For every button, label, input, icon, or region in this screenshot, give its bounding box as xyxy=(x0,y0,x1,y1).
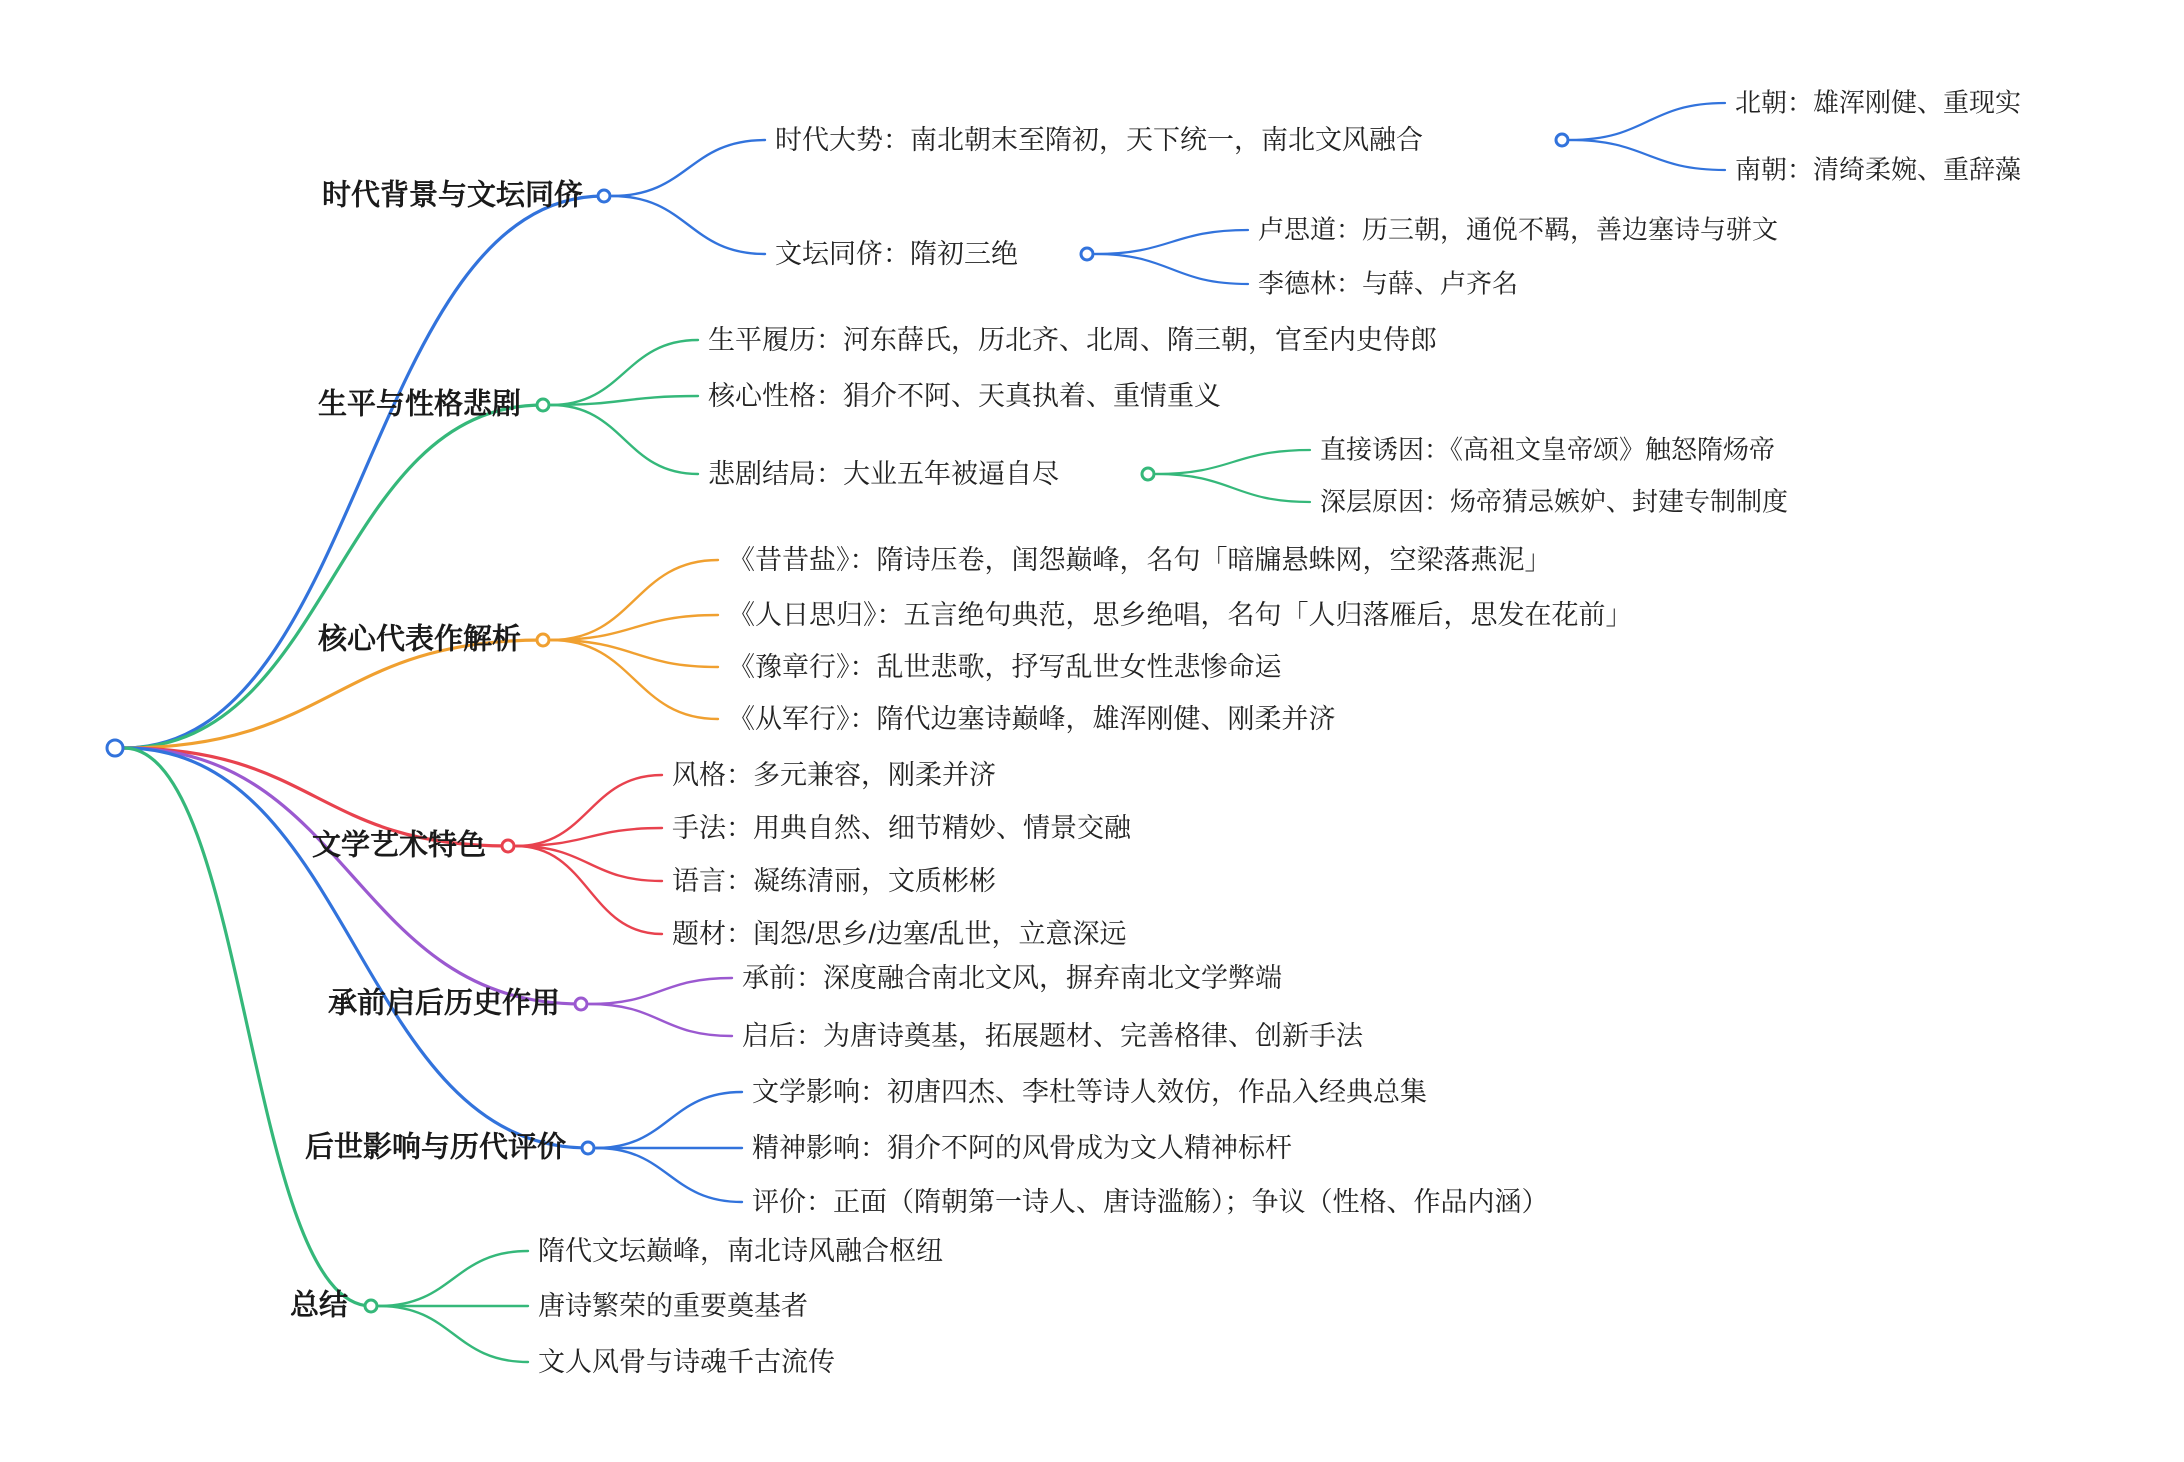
branch-label-7[interactable]: 总结 xyxy=(289,1289,348,1322)
child-dot-1-1[interactable] xyxy=(1555,133,1570,148)
branch-dot-5[interactable] xyxy=(574,997,589,1012)
branch-2-child-1[interactable]: 生平履历：河东薛氏，历北齐、北周、隋三朝，官至内史侍郎 xyxy=(708,324,1437,355)
branch-3-child-2[interactable]: 《人日思归》：五言绝句典范，思乡绝唱，名句「人归落雁后，思发在花前」 xyxy=(728,599,1633,630)
branch-2-child-3-leaf-1[interactable]: 直接诱因：《高祖文皇帝颂》触怒隋炀帝 xyxy=(1320,434,1776,465)
child-dot-2-3[interactable] xyxy=(1141,467,1156,482)
branch-dot-7[interactable] xyxy=(364,1299,379,1314)
branch-dot-6[interactable] xyxy=(581,1141,596,1156)
branch-label-3[interactable]: 核心代表作解析 xyxy=(317,623,521,656)
branch-6-child-1[interactable]: 文学影响：初唐四杰、李杜等诗人效仿，作品入经典总集 xyxy=(752,1076,1427,1107)
branch-5-child-1[interactable]: 承前：深度融合南北文风，摒弃南北文学弊端 xyxy=(742,962,1282,993)
branch-7-child-3[interactable]: 文人风骨与诗魂千古流传 xyxy=(538,1346,835,1377)
branch-4-child-1[interactable]: 风格：多元兼容，刚柔并济 xyxy=(672,759,996,790)
branch-dot-1[interactable] xyxy=(597,189,612,204)
branch-dot-4[interactable] xyxy=(501,839,516,854)
branch-3-child-4[interactable]: 《从军行》：隋代边塞诗巅峰，雄浑刚健、刚柔并济 xyxy=(728,703,1336,734)
branch-dot-2[interactable] xyxy=(536,398,551,413)
branch-6-child-3[interactable]: 评价：正面（隋朝第一诗人、唐诗滥觞）；争议（性格、作品内涵） xyxy=(752,1186,1549,1217)
branch-4-child-3[interactable]: 语言：凝练清丽，文质彬彬 xyxy=(672,865,996,896)
branch-6-child-2[interactable]: 精神影响：狷介不阿的风骨成为文人精神标杆 xyxy=(752,1132,1292,1163)
branch-1-child-2-leaf-1[interactable]: 卢思道：历三朝，通侻不羁，善边塞诗与骈文 xyxy=(1258,214,1779,245)
branch-2-child-3[interactable]: 悲剧结局：大业五年被逼自尽 xyxy=(708,458,1059,489)
branch-5-child-2[interactable]: 启后：为唐诗奠基，拓展题材、完善格律、创新手法 xyxy=(742,1020,1363,1051)
branch-4-child-2[interactable]: 手法：用典自然、细节精妙、情景交融 xyxy=(672,812,1131,843)
branch-7-child-2[interactable]: 唐诗繁荣的重要奠基者 xyxy=(538,1290,808,1321)
branch-dot-3[interactable] xyxy=(536,633,551,648)
branch-1-child-2-leaf-2[interactable]: 李德林：与薛、卢齐名 xyxy=(1258,268,1519,299)
branch-7-child-1[interactable]: 隋代文坛巅峰，南北诗风融合枢纽 xyxy=(538,1235,943,1266)
root-node-dot[interactable] xyxy=(106,739,125,758)
branch-label-6[interactable]: 后世影响与历代评价 xyxy=(304,1131,566,1164)
child-dot-1-2[interactable] xyxy=(1080,247,1095,262)
branch-3-child-3[interactable]: 《豫章行》：乱世悲歌，抒写乱世女性悲惨命运 xyxy=(728,651,1282,682)
branch-3-child-1[interactable]: 《昔昔盐》：隋诗压卷，闺怨巅峰，名句「暗牖悬蛛网，空梁落燕泥」 xyxy=(728,544,1552,575)
branch-4-child-4[interactable]: 题材：闺怨/思乡/边塞/乱世，立意深远 xyxy=(672,918,1127,949)
branch-1-child-1-leaf-2[interactable]: 南朝：清绮柔婉、重辞藻 xyxy=(1735,154,2022,185)
branch-1-child-1[interactable]: 时代大势：南北朝末至隋初，天下统一，南北文风融合 xyxy=(775,124,1423,155)
branch-1-child-2[interactable]: 文坛同侪：隋初三绝 xyxy=(775,238,1018,269)
branch-label-4[interactable]: 文学艺术特色 xyxy=(311,829,486,862)
branch-2-child-2[interactable]: 核心性格：狷介不阿、天真执着、重情重义 xyxy=(708,380,1221,411)
branch-2-child-3-leaf-2[interactable]: 深层原因：炀帝猜忌嫉妒、封建专制制度 xyxy=(1320,486,1789,517)
branch-label-2[interactable]: 生平与性格悲剧 xyxy=(317,388,521,421)
branch-1-child-1-leaf-1[interactable]: 北朝：雄浑刚健、重现实 xyxy=(1735,87,2022,118)
branch-label-1[interactable]: 时代背景与文坛同侪 xyxy=(321,179,583,212)
branch-label-5[interactable]: 承前启后历史作用 xyxy=(327,987,560,1020)
